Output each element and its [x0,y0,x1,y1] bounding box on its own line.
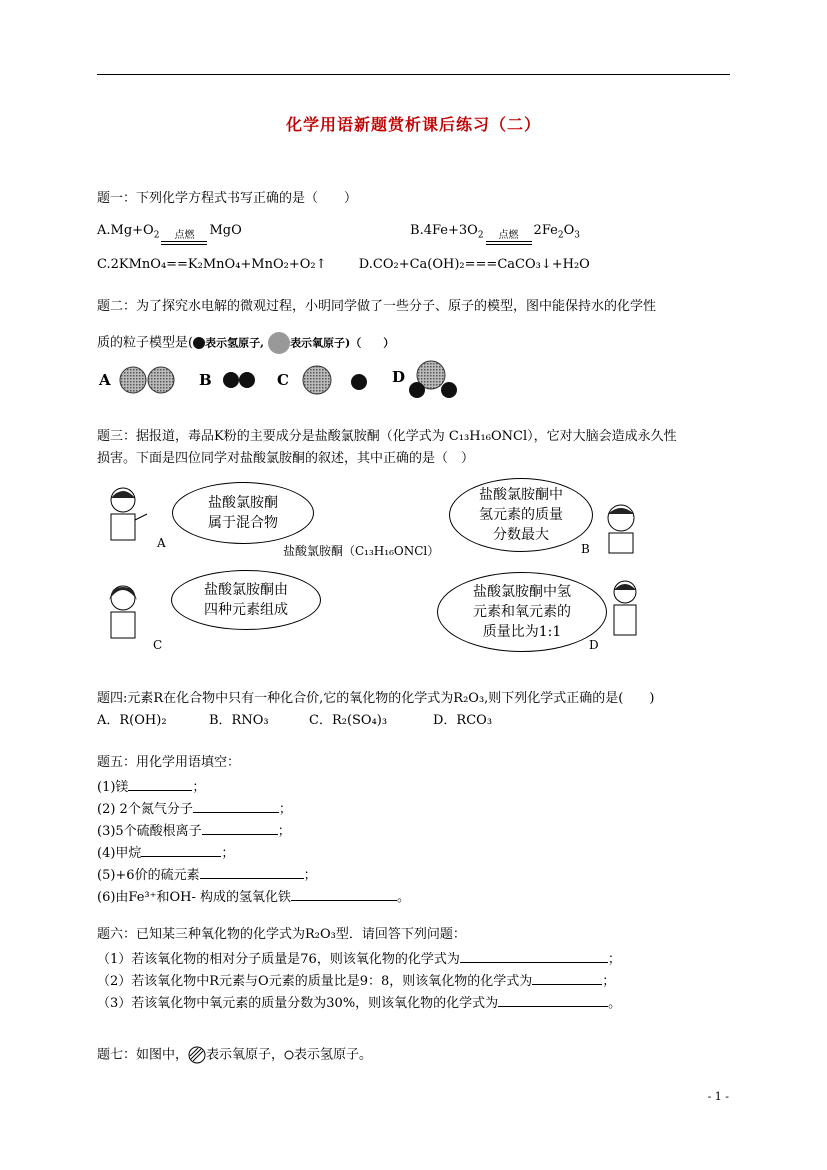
q5-stem: 题五：用化学用语填空： [97,755,241,770]
q4-option-d: D．RCO₃ [433,713,493,728]
q5-item-2: (2) 2个氮气分子 ； [97,798,292,819]
q2-line1: 题二：为了探究水电解的微观过程，小明同学做了一些分子、原子的模型，图中能保持水的化学性 [97,299,657,314]
q1-option-c: C.2KMnO₄==K₂MnO₄+MnO₂+O₂↑ [97,257,327,272]
q2-option-a-label: A [99,371,111,389]
q5-item-3: (3)5个硫酸根离子 ； [97,820,291,841]
q1-options-cd [97,256,590,274]
q3-center-label: 盐酸氯胺酮（C₁₃H₁₆ONCl） [283,544,440,558]
q1-option-a: $A.Mg+O_2$ 点燃 MgO [97,223,242,238]
q2-line2: 质的粒子模型是( 表示氢原子, 表示氧原子)（ ） [97,332,394,354]
q4-options [97,712,492,730]
q3-label-c: C [153,638,163,652]
q3-label-a: A [157,536,166,550]
q3-bubble-a: 盐酸氯胺酮 属于混合物 [172,482,314,544]
student-b-icon [597,500,647,556]
q5-item-5: (5)+6价的硫元素 ； [97,864,317,885]
oxygen-atom-icon [188,1046,206,1064]
student-a-icon [101,484,151,544]
q3-line2: 损害。下面是四位同学对盐酸氯胺酮的叙述，其中正确的是（ ） [97,451,475,466]
q1-option-d: D.CO₂+Ca(OH)₂===CaCO₃↓+H₂O [358,257,590,272]
hydrogen-atom-icon [284,1050,294,1060]
q2-option-c-label: C [277,371,289,389]
q4-option-c: C．R₂(SO₄)₃ [309,713,388,728]
q4-line1: 题四:元素R在化合物中只有一种化合价,它的氧化物的化学式为R₂O₃,则下列化学式正确的是( ) [97,691,655,706]
header-rule [97,74,730,75]
q6-item-3: （3）若该氧化物中氧元素的质量分数为30%，则该氧化物的化学式为 。 [97,992,621,1013]
student-d-icon [607,578,647,640]
q6-item-1: （1）若该氧化物的相对分子质量是76，则该氧化物的化学式为 ； [97,948,621,969]
q3-label-b: B [581,542,590,556]
q1-stem: 题一：下列化学方程式书写正确的是（ ） [97,191,358,206]
q2-option-b-label: B [199,371,212,389]
q3-figure [97,478,727,658]
q4-option-b: B．RNO₃ [209,713,269,728]
q1-option-b: $B.4Fe+3O_2$ 点燃 $2Fe_2O_3$ [410,223,580,238]
q3-label-d: D [589,638,599,652]
q6-item-2: （2）若该氧化物中R元素与O元素的质量比是9：8，则该氧化物的化学式为 ； [97,970,615,991]
q3-bubble-b: 盐酸氯胺酮中 氢元素的质量 分数最大 [449,478,593,552]
q4-option-a: A．R(OH)₂ [97,713,167,728]
q3-line1: 题三：据报道，毒品K粉的主要成分是盐酸氯胺酮（化学式为 C₁₃H₁₆ONCl），它对大脑会造成永久性 [97,429,677,444]
hydrogen-atom-icon [193,337,205,349]
q2-molecule-options [97,360,477,400]
q1-options-ab [97,222,580,245]
q5-item-6: (6)由Fe³⁺和OH- 构成的氢氧化铁 。 [97,886,410,907]
q5-item-4: (4)甲烷 ； [97,842,234,863]
q5-item-1: (1)镁 ； [97,776,205,797]
oxygen-atom-icon [268,332,290,354]
page-title: 化学用语新题赏析课后练习（二） [285,115,541,134]
q3-bubble-d: 盐酸氯胺酮中氢 元素和氧元素的 质量比为1:1 [437,572,607,652]
q2-option-d-label: D [392,368,406,386]
q6-stem: 题六：已知某三种氧化物的化学式为R₂O₃型．请回答下列问题： [97,927,466,942]
page-number: - 1 - [707,1090,729,1103]
q7-stem: 题七：如图中， 表示氧原子， 表示氢原子。 [97,1047,373,1063]
q3-bubble-c: 盐酸氯胺酮由 四种元素组成 [171,570,321,630]
student-c-icon [103,582,149,642]
